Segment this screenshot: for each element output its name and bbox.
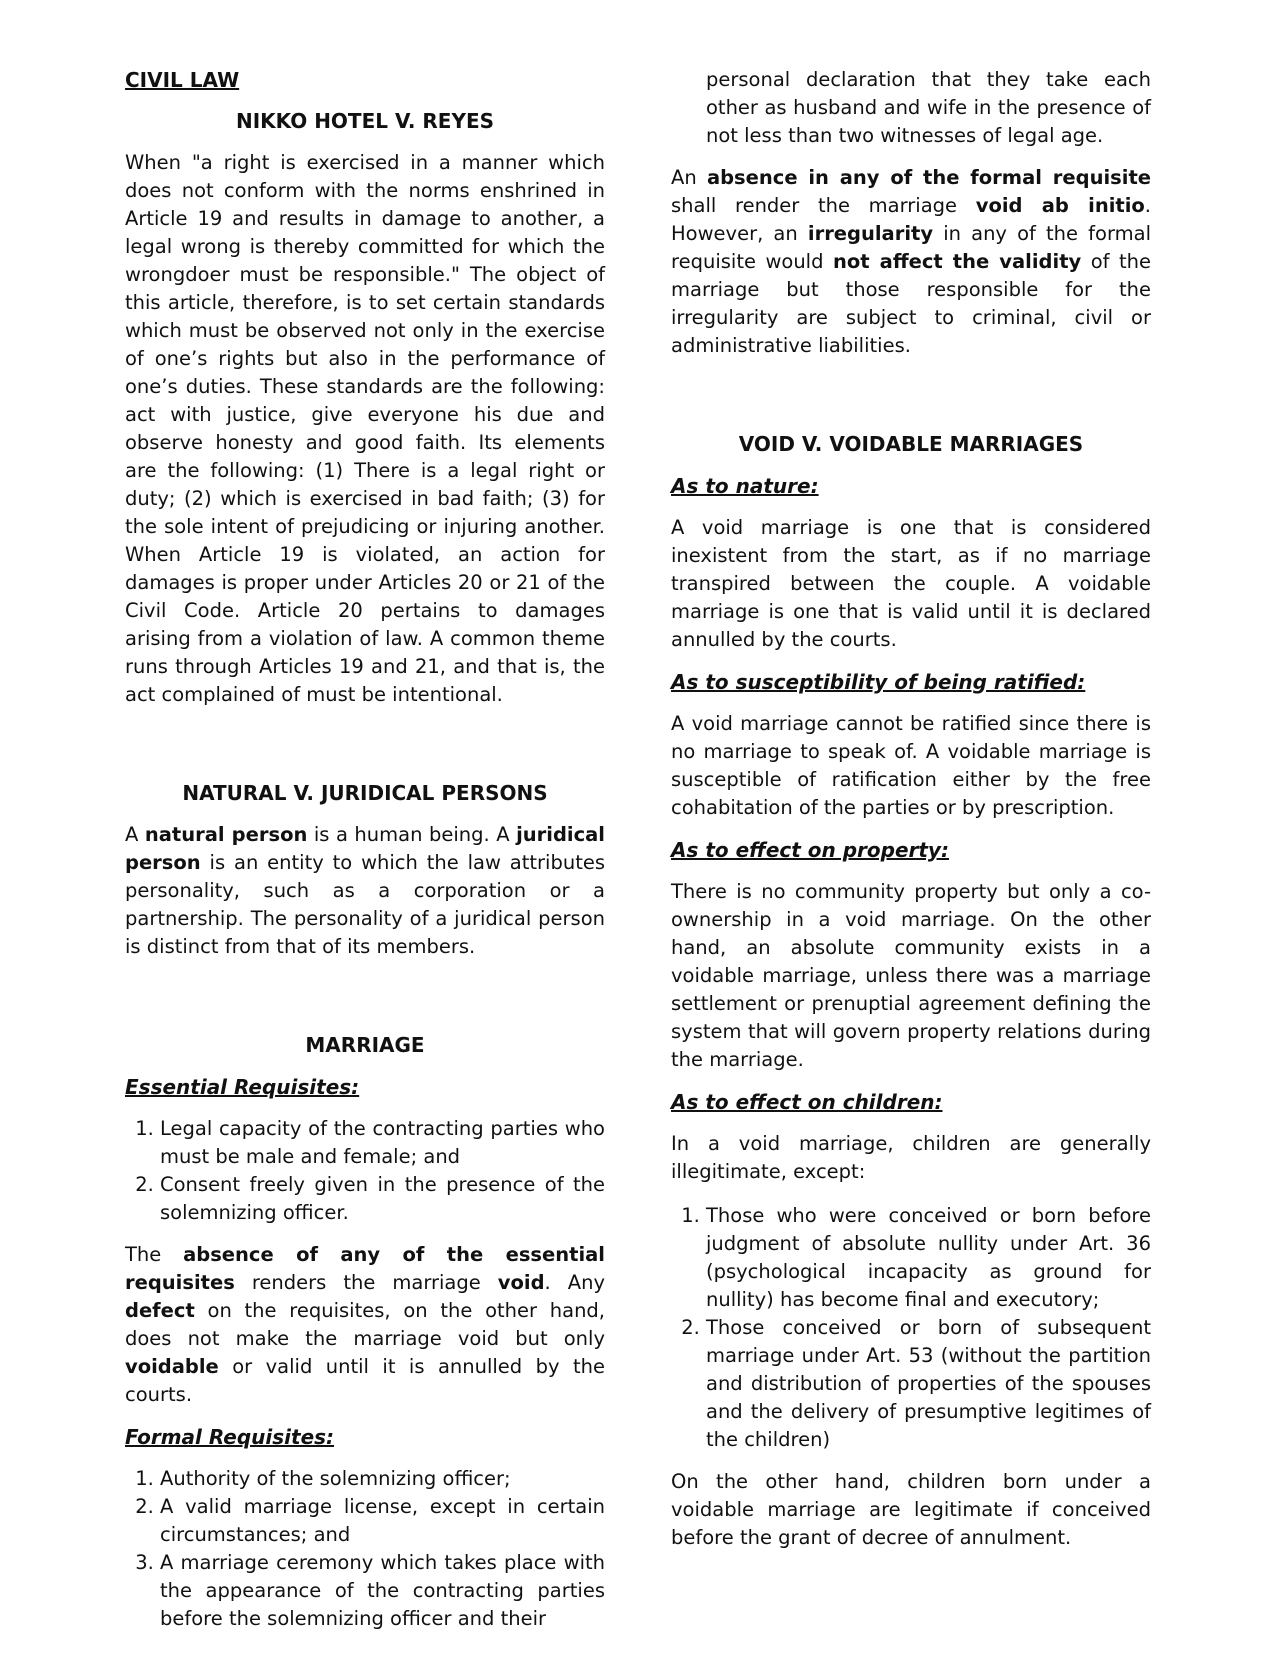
term-natural-person: natural person: [144, 823, 308, 846]
formal-requisites-list: [125, 1465, 605, 1633]
term-juridical-person: juridical person: [125, 823, 605, 874]
list-item: 1. Those who were conceived or born before judgment of absolute nullity under Art. 36 (psychological incapacity as ground for nullity) has become final and executory;: [706, 1202, 1151, 1314]
ratified-body: A void marriage cannot be ratified since there is no marriage to speak of. A voidable marriage is susceptible of ratification either by the free cohabitation of the parties or by prescription.: [671, 712, 1151, 819]
void-voidable-heading: VOID V. VOIDABLE MARRIAGES: [738, 432, 1084, 456]
property-heading: As to effect on property:: [671, 838, 949, 862]
list-item: 2. A valid marriage license, except in certain circumstances; and: [160, 1493, 605, 1549]
formal-requisite-continued: personal declaration that they take each other as husband and wife in the presence of not less than two witnesses of legal age.: [706, 68, 1151, 147]
marriage-heading: MARRIAGE: [305, 1033, 425, 1057]
formal-requisites-heading: Formal Requisites:: [125, 1425, 335, 1449]
list-item: 2. Those conceived or born of subsequent marriage under Art. 53 (without the partition and distribution of properties of the spouses and the delivery of presumptive legitimes of the children): [706, 1314, 1151, 1454]
nikko-heading: NIKKO HOTEL V. REYES: [235, 109, 495, 133]
property-body: There is no community property but only a co-ownership in a void marriage. On the other hand, an absolute community exists in a voidable marriage, unless there was a marriage settlement or prenuptial agreement defining the system that will govern property relations during the marriage.: [671, 880, 1151, 1071]
ratified-heading: As to susceptibility of being ratified:: [671, 670, 1086, 694]
children-heading: As to effect on children:: [671, 1090, 943, 1114]
persons-body: A natural person is a human being. A juridical person is an entity to which the law attributes personality, such as a corporation or a partnership. The personality of a juridical person is distinct from that of its members.: [125, 823, 605, 958]
nature-heading: As to nature:: [671, 474, 819, 498]
essential-absence-paragraph: The absence of any of the essential requisites renders the marriage void. Any defect on the requisites, on the other hand, does not make the marriage void but only voidable or valid until it is annulled by the courts.: [125, 1243, 606, 1406]
formal-absence-paragraph: An absence in any of the formal requisite shall render the marriage void ab initio. However, an irregularity in any of the formal requisite would not affect the validity of the marriage but those responsible for the irregularity are subject to criminal, civil or administrative liabilities.: [671, 166, 1152, 357]
children-exceptions-list: [671, 1202, 1151, 1454]
list-item: 1. Authority of the solemnizing officer;: [160, 1465, 605, 1493]
persons-heading: NATURAL V. JURIDICAL PERSONS: [182, 781, 548, 805]
nature-body: A void marriage is one that is considered inexistent from the start, as if no marriage transpired between the couple. A voidable marriage is one that is valid until it is declared annulled by the courts.: [671, 516, 1151, 651]
children-intro: In a void marriage, children are generally illegitimate, except:: [671, 1132, 1151, 1183]
list-item: 3. A marriage ceremony which takes place with the appearance of the contracting parties before the solemnizing officer and their: [160, 1549, 605, 1633]
section-label: CIVIL LAW: [125, 68, 240, 92]
essential-requisites-list: [125, 1115, 605, 1227]
right-column: [671, 66, 1151, 1552]
left-column: [125, 66, 605, 1633]
nikko-body: When "a right is exercised in a manner which does not conform with the norms enshrined in Article 19 and results in damage to another, a legal wrong is thereby committed for which the wrongdoer must be responsible." The object of this article, therefore, is to set certain standards which must be observed not only in the exercise of one’s rights but also in the performance of one’s duties. These standards are the following: act with justice, give everyone his due and observe honesty and good faith. Its elements are the following: (1) There is a legal right or duty; (2) which is exercised in bad faith; (3) for the sole intent of prejudicing or injuring another. When Article 19 is violated, an action for damages is proper under Articles 20 or 21 of the Civil Code. Article 20 pertains to damages arising from a violation of law. A common theme runs through Articles 19 and 21, and that is, the act complained of must be intentional.: [125, 151, 605, 706]
essential-requisites-heading: Essential Requisites:: [125, 1075, 360, 1099]
list-item: 2. Consent freely given in the presence of the solemnizing officer.: [160, 1171, 605, 1227]
children-outro: On the other hand, children born under a voidable marriage are legitimate if conceived before the grant of decree of annulment.: [671, 1470, 1151, 1549]
list-item: 1. Legal capacity of the contracting parties who must be male and female; and: [160, 1115, 605, 1171]
